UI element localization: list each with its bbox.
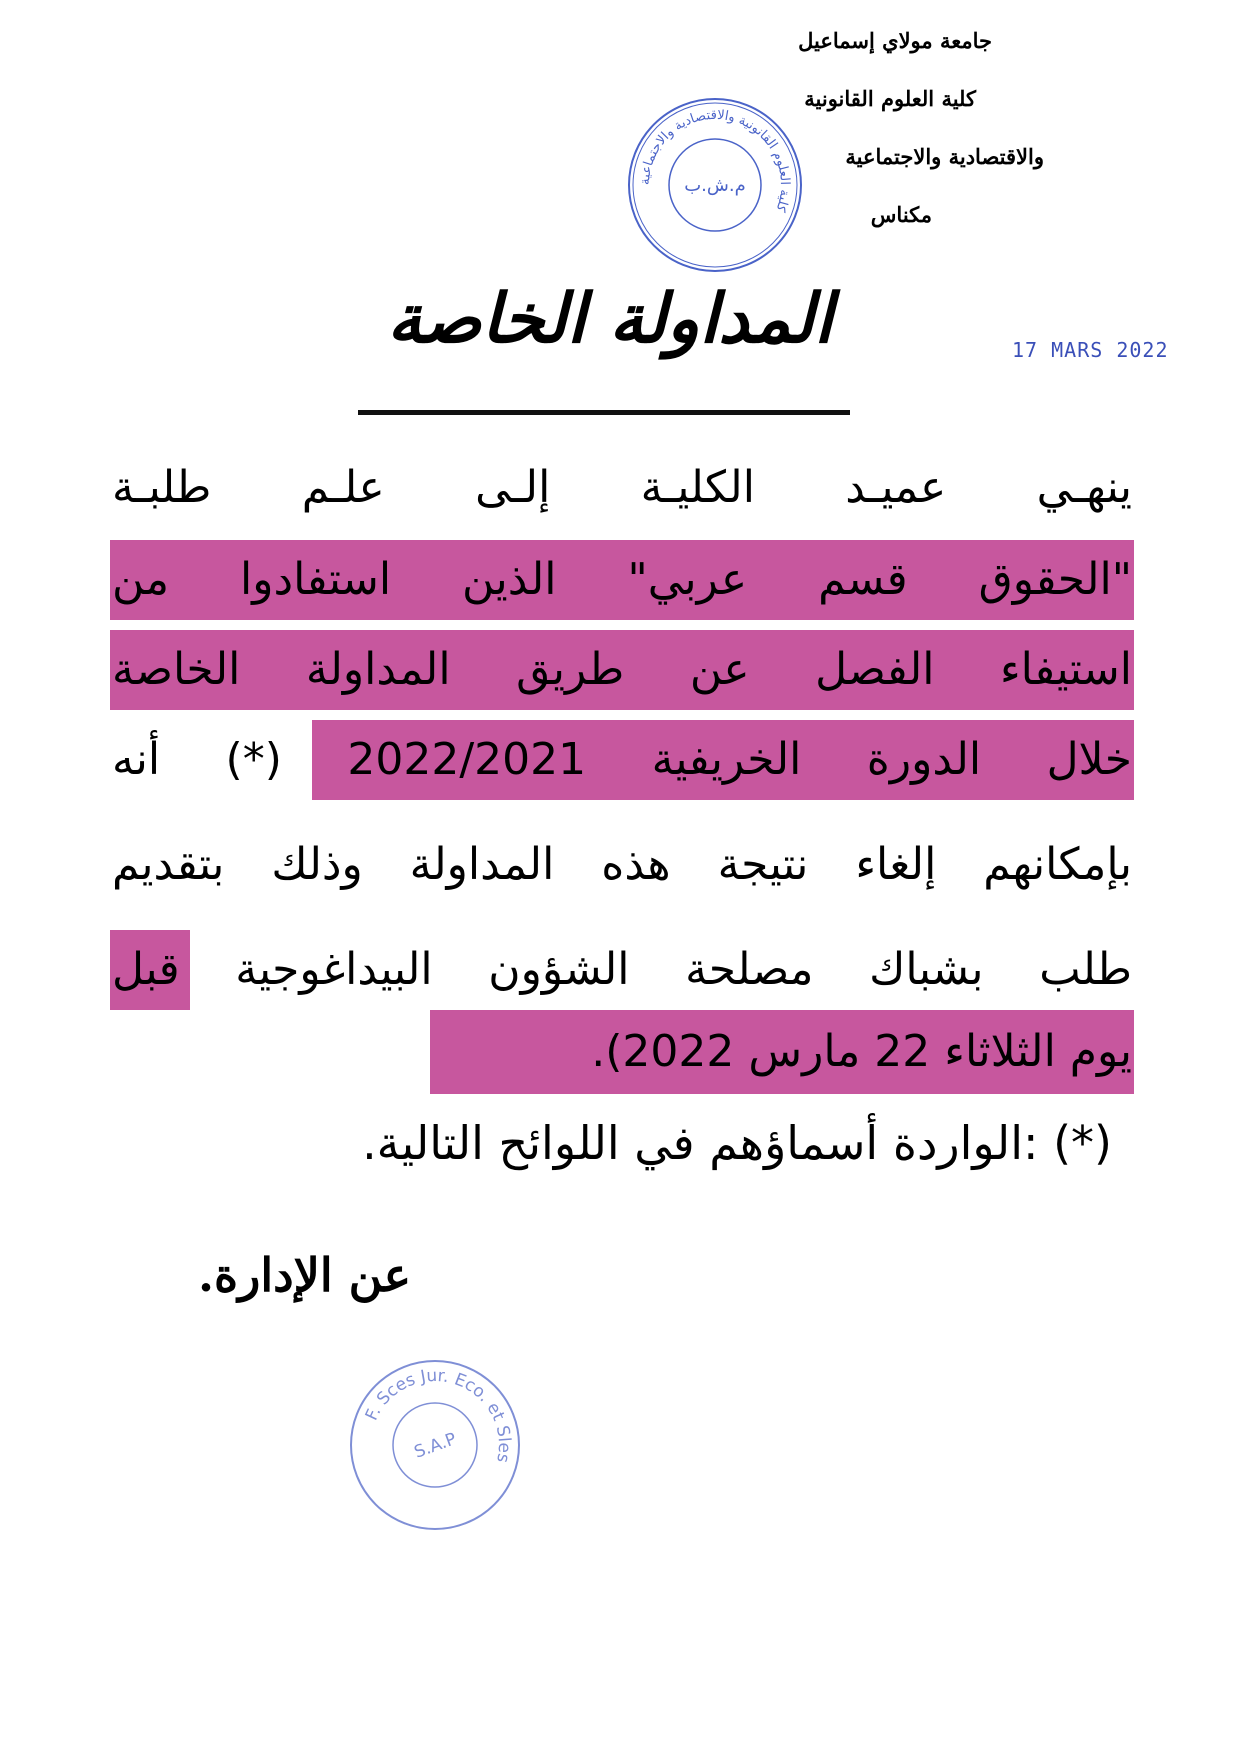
header-university: جامعة مولاي إسماعيل <box>798 28 992 53</box>
stamp-top-ring-text: كلية العلوم القانونية والاقتصادية والاجتماعية <box>637 107 793 214</box>
body-line: طلب بشباك مصلحة الشؤون البيداغوجية قبل <box>112 944 1132 995</box>
official-stamp-top <box>620 90 810 280</box>
date-stamp: 17 MARS 2022 <box>1012 338 1169 362</box>
header-faculty-cont: والاقتصادية والاجتماعية <box>845 144 1044 169</box>
stamp-bottom-ring-text: F. Sces Jur. Eco. et Sles <box>361 1365 515 1465</box>
body-line: بإمكانهم إلغاء نتيجة هذه المداولة وذلك بتقديم <box>112 839 1132 890</box>
header-faculty: كلية العلوم القانونية <box>804 86 976 111</box>
body-line: ينهـي عميـد الكليـة إلـى علـم طلبـة <box>112 462 1132 513</box>
body-line: "الحقوق قسم عربي" الذين استفادوا من <box>112 554 1132 605</box>
body-line: استيفاء الفصل عن طريق المداولة الخاصة <box>112 644 1132 695</box>
official-stamp-bottom <box>340 1350 530 1540</box>
title-underline <box>358 410 850 415</box>
body-line: خلال الدورة الخريفية 2022/2021 (*) أنه <box>112 734 1132 785</box>
svg-text:كلية العلوم القانونية والاقتصا <box>638 108 792 214</box>
footnote: (*) :الواردة أسماؤهم في اللوائح التالية. <box>362 1116 1112 1170</box>
page-title: المداولة الخاصة <box>387 279 833 359</box>
stamp-bottom-center-text: S.A.P <box>411 1429 460 1463</box>
stamp-top-center-text: م.ش.ب <box>684 175 746 196</box>
signature: عن الإدارة. <box>198 1248 412 1302</box>
header-city: مكناس <box>870 202 932 227</box>
body-line: يوم الثلاثاء 22 مارس 2022). <box>591 1026 1132 1077</box>
